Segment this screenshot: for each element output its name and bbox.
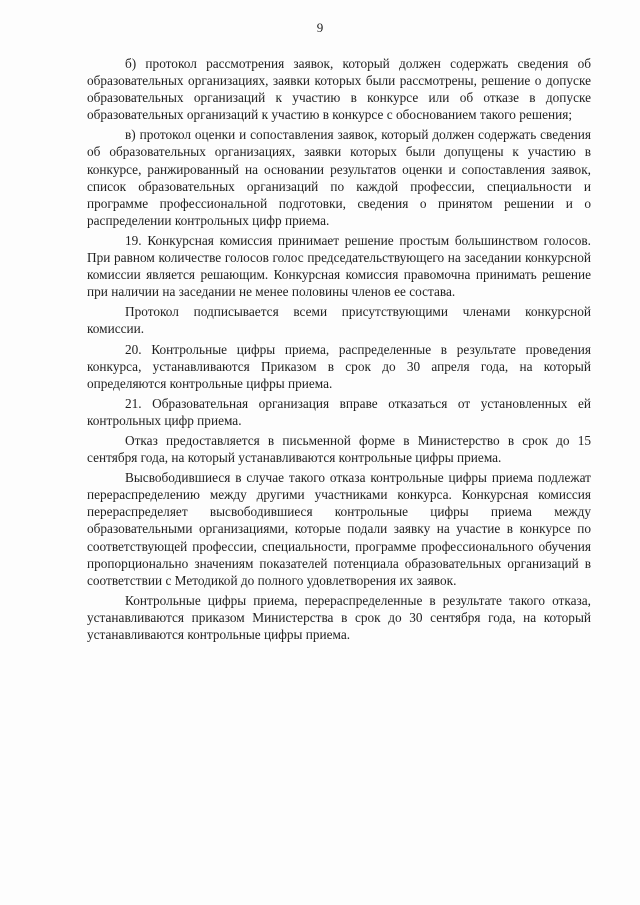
paragraph-item-v: в) протокол оценки и сопоставления заявок, который должен содержать сведения об образовательных организациях, заявки которых были допущены к участию в конкурсе, ранжированный на основании результатов оценки и сопоставления заявок, список образовательных организаций по каждой профессии, специальности и программе профессиональной подготовки, сведения о принятом решении и о распределении контрольных цифр приема. [87,127,591,228]
paragraph-redistribution: Высвободившиеся в случае такого отказа контрольные цифры приема подлежат перераспределению между другими участниками конкурса. Конкурсная комиссия перераспределяет высвободившиеся контрольные цифры приема между образовательными организациями, которые подали заявку на участие в конкурсе по соответствующей профессии, специальности, программе профессионального обучения пропорционально значениям показателей потенциала образовательных организаций в соответствии с Методикой до полного удовлетворения их заявок. [87,470,591,588]
paragraph-item-b: б) протокол рассмотрения заявок, который должен содержать сведения об образовательных организациях, заявки которых были рассмотрены, решение о допуске образовательных организаций к участию в конкурсе или об отказе в допуске образовательных организаций к участию в конкурсе с обоснованием такого решения; [87,56,591,123]
paragraph-redistributed-figures: Контрольные цифры приема, перераспределенные в результате такого отказа, устанавливаются приказом Министерства в срок до 30 сентября года, на который устанавливаются контрольные цифры приема. [87,592,591,642]
paragraph-refusal: Отказ предоставляется в письменной форме в Министерство в срок до 15 сентября года, на который устанавливаются контрольные цифры приема. [87,432,591,466]
paragraph-19: 19. Конкурсная комиссия принимает решение простым большинством голосов. При равном количестве голосов голос председательствующего на заседании конкурсной комиссии является решающим. Конкурсная комиссия правомочна принимать решение при наличии на заседании не менее половины членов ее состава. [87,232,591,300]
document-body [87,55,591,643]
paragraph-protocol-signing: Протокол подписывается всеми присутствующими членами конкурсной комиссии. [87,304,591,337]
page-number: 9 [316,20,324,35]
paragraph-21: 21. Образовательная организация вправе отказаться от установленных ей контрольных цифр приема. [87,395,591,428]
paragraph-20: 20. Контрольные цифры приема, распределенные в результате проведения конкурса, устанавливаются Приказом в срок до 30 апреля года, на который определяются контрольные цифры приема. [87,341,591,391]
